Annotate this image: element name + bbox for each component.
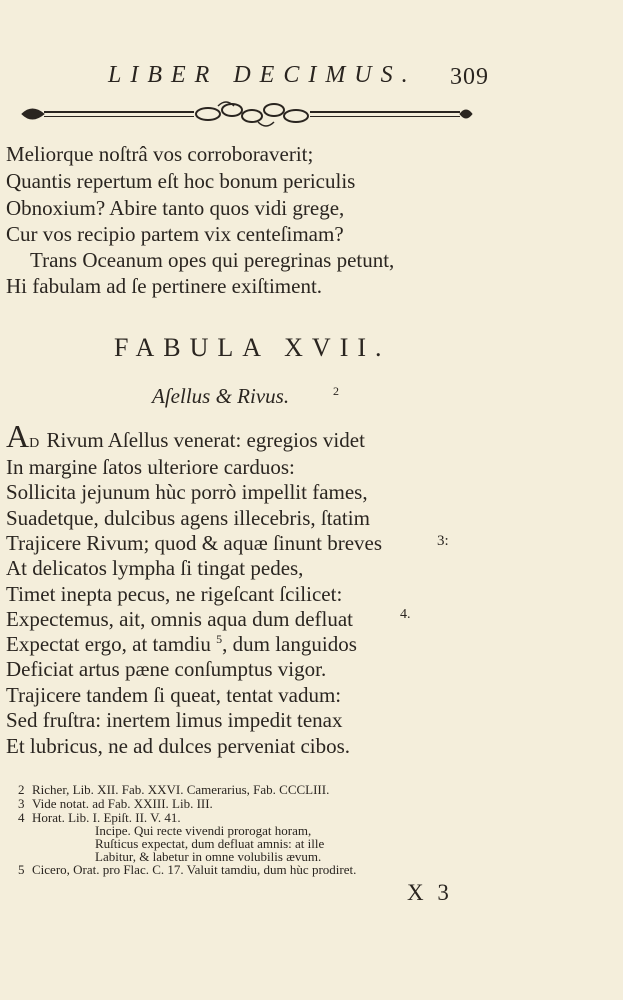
verse-line: Hi fabulam ad ſe pertinere exiſtiment. (6, 274, 323, 298)
verse-text: Expectat ergo, at tamdiu (6, 632, 211, 656)
footnote-text: Richer, Lib. XII. Fab. XXVI. Camerarius, Fab. CCCLIII. (32, 782, 330, 797)
decorative-rule (18, 96, 474, 132)
signature-mark: X 3 (407, 880, 453, 905)
verse-line: Obnoxium? Abire tanto quos vidi grege, (6, 196, 345, 220)
fable-first-line (6, 420, 365, 453)
footnote-text: Ruſticus expectat, dum defluat amnis: at ille (95, 836, 325, 851)
footnote-text: Incipe. Qui recte vivendi prorogat horam, (95, 823, 312, 838)
verse-line: Trajicere tandem ſi queat, tentat vadum: (6, 683, 342, 707)
verse-line: Deficiat artus pæne conſumptus vigor. (6, 657, 327, 681)
verse-line: Et lubricus, ne ad dulces perveniat cibos. (6, 734, 351, 758)
verse-line: Meliorque noſtrâ vos corroboraverit; (6, 142, 314, 166)
footnote-ref: 5 (216, 632, 223, 646)
verse-line: Expectemus, ait, omnis aqua dum defluat (6, 607, 353, 631)
footnote-text: Vide notat. ad Fab. XXIII. Lib. III. (32, 796, 213, 811)
verse-line: Timet inepta pecus, ne rigeſcant ſcilicet: (6, 582, 343, 606)
verse-line: Cur vos recipio partem vix centeſimam? (6, 222, 344, 246)
first-line-text: Rivum Aſellus venerat: egregios videt (46, 428, 365, 452)
footnote-number: 2 (18, 782, 25, 797)
footnote-ref: 3: (437, 533, 449, 549)
verse-line: In margine ſatos ulteriore carduos: (6, 455, 295, 479)
verse-line (6, 632, 357, 657)
verse-line: Sollicita jejunum hùc porrò impellit fames, (6, 480, 368, 504)
footnote-text: Cicero, Orat. pro Flac. C. 17. Valuit tamdiu, dum hùc prodiret. (32, 862, 357, 877)
footnote-ref: 4. (400, 607, 411, 622)
page-number: 309 (450, 64, 489, 90)
footnote-number: 5 (18, 862, 25, 877)
verse-line: At delicatos lympha ſi tingat pedes, (6, 556, 304, 580)
small-cap: D (29, 436, 42, 451)
verse-line: Trans Oceanum opes qui peregrinas petunt, (30, 248, 395, 272)
footnote-text: Horat. Lib. I. Epiſt. II. V. 41. (32, 810, 181, 825)
footnote-text: Labitur, & labetur in omne volubilis ævum. (95, 849, 322, 864)
running-title: LIBER DECIMUS. (108, 62, 417, 88)
verse-line: Quantis repertum eſt hoc bonum periculis (6, 169, 356, 193)
verse-line: Sed fruſtra: inertem limus impedit tenax (6, 708, 343, 732)
fable-subtitle-text: Aſellus & Rivus. (152, 384, 290, 408)
footnote-number: 4 (18, 810, 25, 825)
verse-text-tail: , dum languidos (222, 632, 357, 656)
fable-heading: FABULA XVII. (114, 333, 391, 362)
verse-line: Trajicere Rivum; quod & aquæ ſinunt breves (6, 531, 383, 555)
footnote-number: 3 (18, 796, 25, 811)
running-head (0, 62, 623, 92)
footnote (18, 862, 356, 878)
footnote-ref: 2 (333, 384, 339, 398)
verse-line: Suadetque, dulcibus agens illecebris, ſtatim (6, 506, 370, 530)
fable-subtitle (152, 384, 289, 409)
drop-cap: A (6, 418, 30, 454)
